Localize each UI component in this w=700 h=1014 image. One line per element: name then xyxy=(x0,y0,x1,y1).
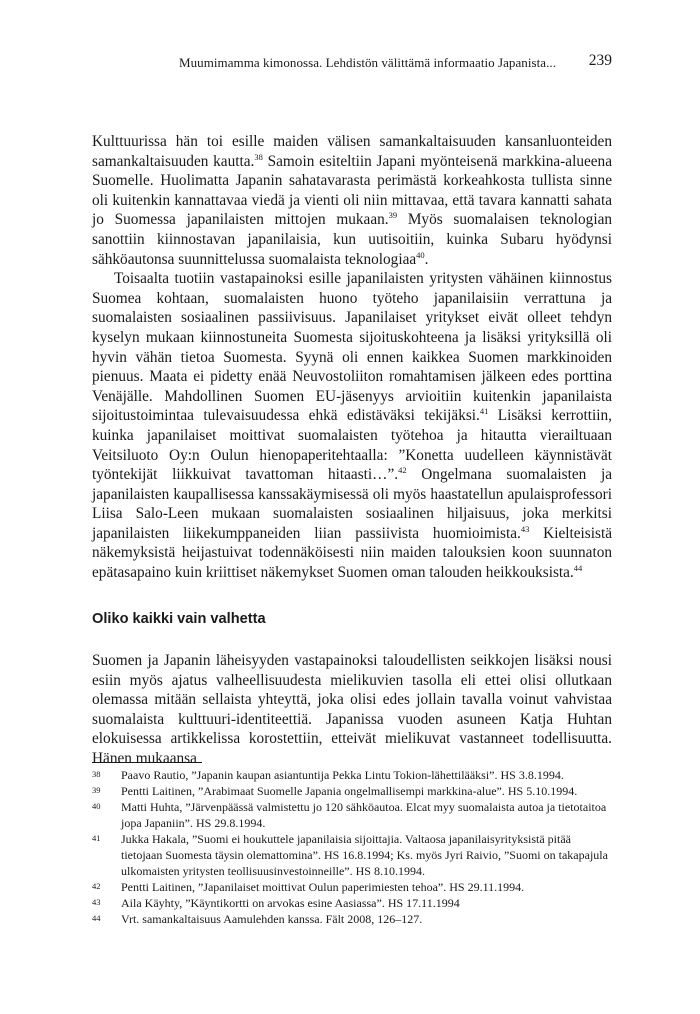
text-run: Lisäksi kerrottiin, kuinka japanilaiset moittivat suomalaisten työtehoa ja hitautta vierailtuaan Veitsiluoto Oy:n Oulun hienopaperitehtaalla: ”Konetta uudelleen käynnistävät työntekijät liikkuivat tavattoman hitaasti…”. xyxy=(92,407,612,484)
text-run: . xyxy=(424,250,429,268)
footnote-ref: 42 xyxy=(398,465,407,476)
text-run: Myös suomalaisen teknologian sanottiin kiinnostavan japanilaisia, kun uutisoitiin, kuinka Subaru hyödynsi sähköautonsa suunnittelussa suomalaista teknologiaa xyxy=(92,211,613,268)
footnote-text: Pentti Laitinen, ”Japanilaiset moittivat Oulun paperimiesten tehoa”. HS 29.11.1994. xyxy=(121,880,525,894)
footnote-text: Matti Huhta, ”Järvenpäässä valmistettu jo 120 sähköautoa. Elcat myy suomalaista autoa ja tietotaitoa jopa Japaniin”. HS 29.8.1994. xyxy=(121,800,607,830)
paragraph xyxy=(92,269,612,583)
footnote-text: Jukka Hakala, ”Suomi ei houkuttele japanilaisia sijoittajia. Valtaosa japanilaisyrityksistä pitää tietojaan Suomesta täysin olemattomina”. HS 16.8.1994; Ks. myös Jyri Raivio, ”Suomi on takapajula ulkomaisten yritysten teollisuusinvestoinneille”. HS 8.10.1994. xyxy=(121,832,608,878)
footnote-ref: 38 xyxy=(254,151,263,162)
footnote xyxy=(92,767,612,783)
footnote-text: Vrt. samankaltaisuus Aamulehden kanssa. Fält 2008, 126–127. xyxy=(121,912,423,926)
footnote-text: Paavo Rautio, ”Japanin kaupan asiantuntija Pekka Lintu Tokion-lähettilääksi”. HS 3.8.1994. xyxy=(121,768,564,782)
footnote xyxy=(92,799,612,831)
footnote-text: Aila Käyhty, ”Käyntikortti on arvokas esine Aasiassa”. HS 17.11.1994 xyxy=(121,896,460,910)
paragraph: Suomen ja Japanin läheisyyden vastapainoksi taloudellisten seikkojen lisäksi nousi esiin myös ajatus valheellisuudesta mielikuvien tasolla eli ettei olisi ollutkaan olemassa mitään sellaista yhteyttä, joka olisi edes jollain tavalla voinut vahvistaa suomalaista kulttuuri-identiteettiä. Japanissa vuoden asuneen Katja Huhtan elokuisessa artikkelissa korostettiin, etteivät mielikuvat vastanneet todellisuutta. Hänen mukaansa xyxy=(92,652,612,767)
footnote-number: 40 xyxy=(92,801,101,811)
footnote-ref: 39 xyxy=(388,210,398,221)
footnote xyxy=(92,783,612,799)
main-text xyxy=(92,132,612,583)
footnote xyxy=(92,911,612,927)
text-run: Kulttuurissa hän toi esille maiden välisen samankaltaisuuden kansanluonteiden samankaltaisuuden kautta. xyxy=(92,133,612,170)
footnote-number: 39 xyxy=(92,785,101,795)
footnote-ref: 40 xyxy=(416,249,425,260)
running-title: Muumimamma kimonossa. Lehdistön välittämä informaatio Japanista... xyxy=(179,55,556,70)
footnotes xyxy=(92,767,612,927)
paragraph xyxy=(92,132,612,269)
footnote-number: 41 xyxy=(92,833,101,843)
footnote xyxy=(92,831,612,879)
footnote-number: 38 xyxy=(92,769,101,779)
footnote-ref: 43 xyxy=(520,523,530,534)
section-heading: Oliko kaikki vain valhetta xyxy=(92,611,266,627)
page-number: 239 xyxy=(588,52,612,69)
text-run: Kielteisistä näkemyksistä heijastuivat todennäköisesti niin maiden talouksien koon suunnaton epätasapaino kuin kriittiset näkemykset Suomen oman talouden heikkouksista. xyxy=(92,524,612,582)
section-text xyxy=(92,651,612,769)
running-header xyxy=(92,52,612,74)
text-run: Samoin esiteltiin Japani myönteisenä markkina-alueena Suomelle. Huolimatta Japanin sahatavarasta perimästä korkeahkosta tullista sinne oli kuitenkin kannattavaa viedä ja vienti oli niin mittavaa, että tavara kannatti sahata jo Suomessa japanilaisten mittojen mukaan. xyxy=(92,152,612,229)
footnote-ref: 41 xyxy=(479,406,489,417)
footnote-ref: 44 xyxy=(573,563,583,574)
text-run: Ongelmana suomalaisten ja japanilaisten kaupallisessa kanssakäymisessä oli myös haastatellun apulaisprofessori Liisa Salo-Leen mukaan suomalaisten sosiaalinen hiljaisuus, joka merkitsi japanilaisten liikekumppaneiden liian passiivista huomioimista. xyxy=(92,466,612,542)
footnote-number: 43 xyxy=(92,897,101,907)
footnote-number: 44 xyxy=(92,913,101,923)
footnote-number: 42 xyxy=(92,881,101,891)
footnote-text: Pentti Laitinen, ”Arabimaat Suomelle Japania ongelmallisempi markkina-alue”. HS 5.10.1994. xyxy=(121,784,578,798)
text-run: Toisaalta tuotiin vastapainoksi esille japanilaisten yritysten vähäinen kiinnostus Suomea kohtaan, suomalaisten huono työteho japanilaisiin verrattuna ja suomalaisten sosiaalinen passiivisuus. Japanilaiset yritykset eivät olleet tehdyn kyselyn mukaan kiinnostuneita Suomesta sijoituskohteena ja lisäksi yrityksillä oli hyvin vähän tietoa Suomesta. Syynä oli ennen kaikkea Suomen markkinoiden pienuus. Maata ei pidetty enää Neuvostoliiton romahtamisen jälkeen edes porttina Venäjälle. Mahdollinen Suomen EU-jäsenyys arvioitiin kuitenkin japanilaista sijoitustoimintaa tulevaisuudessa ehkä edistäväksi tekijäksi. xyxy=(92,270,612,425)
footnote xyxy=(92,879,612,895)
footnote xyxy=(92,895,612,911)
footnote-separator xyxy=(92,762,202,763)
